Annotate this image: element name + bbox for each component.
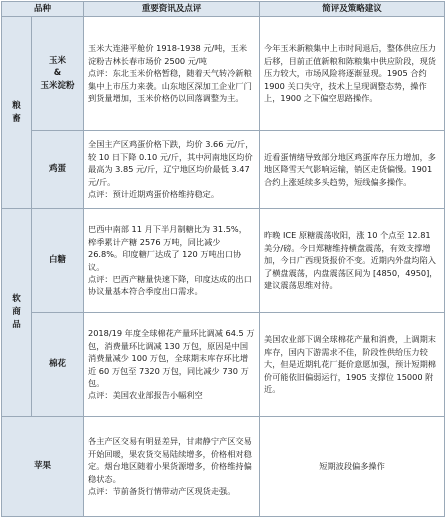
row-egg — [2, 131, 445, 209]
category-grain: 粮 畜 — [2, 17, 32, 209]
row-apple — [2, 417, 445, 517]
comment-cotton-text: 点评：美国农业部报告小幅利空 — [88, 390, 203, 401]
advice-cotton: 美国农业部下调全球棉花产量和消费，上调期末库存，国内下游需求不佳，阶段性供给压力较大，但是近期轧花厂挺价意愿加强，预计短期棉价可能依旧偏弱运行，1905 支撑位 15000 附近。 — [260, 313, 445, 417]
news-cotton — [84, 313, 260, 417]
row-sugar — [2, 209, 445, 313]
variety-apple: 苹果 — [2, 417, 84, 517]
row-cotton — [2, 313, 445, 417]
advice-apple: 短期波段偏多操作 — [260, 417, 445, 517]
header-news: 重要资讯及点评 — [84, 2, 260, 17]
advice-egg: 近看蛋情绪导致部分地区鸡蛋库存压力增加，多地区降雪天气影响运输，销区走货偏慢。1901 合约上涨延续多头趋势，短线偏多操作。 — [260, 131, 445, 209]
news-cotton-text: 2018/19 年度全球棉花产量环比调减 64.5 万包，消费量环比调减 130 万包，原因是中国消费量减少 100 万包，全球期末库存环比增近 60 万包至 7320 万包，同比减少 730 万包。 — [88, 328, 255, 388]
variety-corn: 玉米 & 玉米淀粉 — [32, 17, 84, 131]
news-apple-text: 各主产区交易有明显差异，甘肃静宁产区交易开始回暖，果农货交易陆续增多，价格相对稳定。烟台地区随着小果货源增多，价格维持偏稳状态。 — [88, 436, 252, 484]
news-corn — [84, 17, 260, 131]
header-variety: 品种 — [2, 2, 84, 17]
header-row — [2, 2, 445, 17]
news-apple — [84, 417, 260, 517]
futures-report-table — [1, 1, 445, 517]
news-egg-text: 全国主产区鸡蛋价格下跌，均价 3.66 元/斤，较 10 日下降 0.10 元/斤，其中河南地区均价最高为 3.85 元/斤，辽宁地区均价最低 3.47 元/斤。 — [88, 139, 254, 187]
advice-sugar: 昨晚 ICE 原糖震荡收阳，涨 10 个点至 12.81 美分/磅。今日郑糖维持横盘震荡，有效支撑增加，今日广西现货报价不变。近期内外盘均陷入了横盘震荡，内盘震荡区间为 [4850，4950]，建议震荡思维对待。 — [260, 209, 445, 313]
variety-sugar: 白糖 — [32, 209, 84, 313]
news-sugar-text: 巴西中南部 11 月下半月制糖比为 31.5%，榨季累计产糖 2576 万吨，同比减少 26.8%。印度糖厂达成了 120 万吨出口协议。 — [88, 224, 247, 272]
comment-corn-text: 点评：东北玉米价格暂稳，随着天气转冷新粮集中上市压力来袭。山东地区深加工企业厂门到货量增加，玉米价格仍以回落调整为主。 — [88, 68, 252, 104]
comment-sugar-text: 点评：巴西产糖量快速下降，印度达成的出口协议量基本符合季度出口需求。 — [88, 273, 252, 297]
news-corn-text: 玉米大连港平舱价 1918-1938 元/吨，玉米淀粉吉林长春市场价 2500 元/吨 — [88, 43, 248, 66]
comment-apple-text: 点评：节前备货行情带动产区现货走强。 — [88, 486, 236, 497]
comment-egg-text: 点评：预计近期鸡蛋价格维持稳定。 — [88, 189, 220, 200]
row-corn — [2, 17, 445, 131]
advice-corn: 今年玉米新粮集中上市时间退后，整体供应压力后移，目前正值新粮和陈粮集中供应阶段，现货压力较大，市场风险将逐渐显现。1905 合约 1900 关口失守，技术上呈现调整态势，操作上，1900 之下偏空思路操作。 — [260, 17, 445, 131]
variety-cotton: 棉花 — [32, 313, 84, 417]
news-sugar — [84, 209, 260, 313]
category-soft: 软 商 品 — [2, 209, 32, 417]
variety-egg: 鸡蛋 — [32, 131, 84, 209]
news-egg — [84, 131, 260, 209]
header-advice: 简评及策略建议 — [260, 2, 445, 17]
